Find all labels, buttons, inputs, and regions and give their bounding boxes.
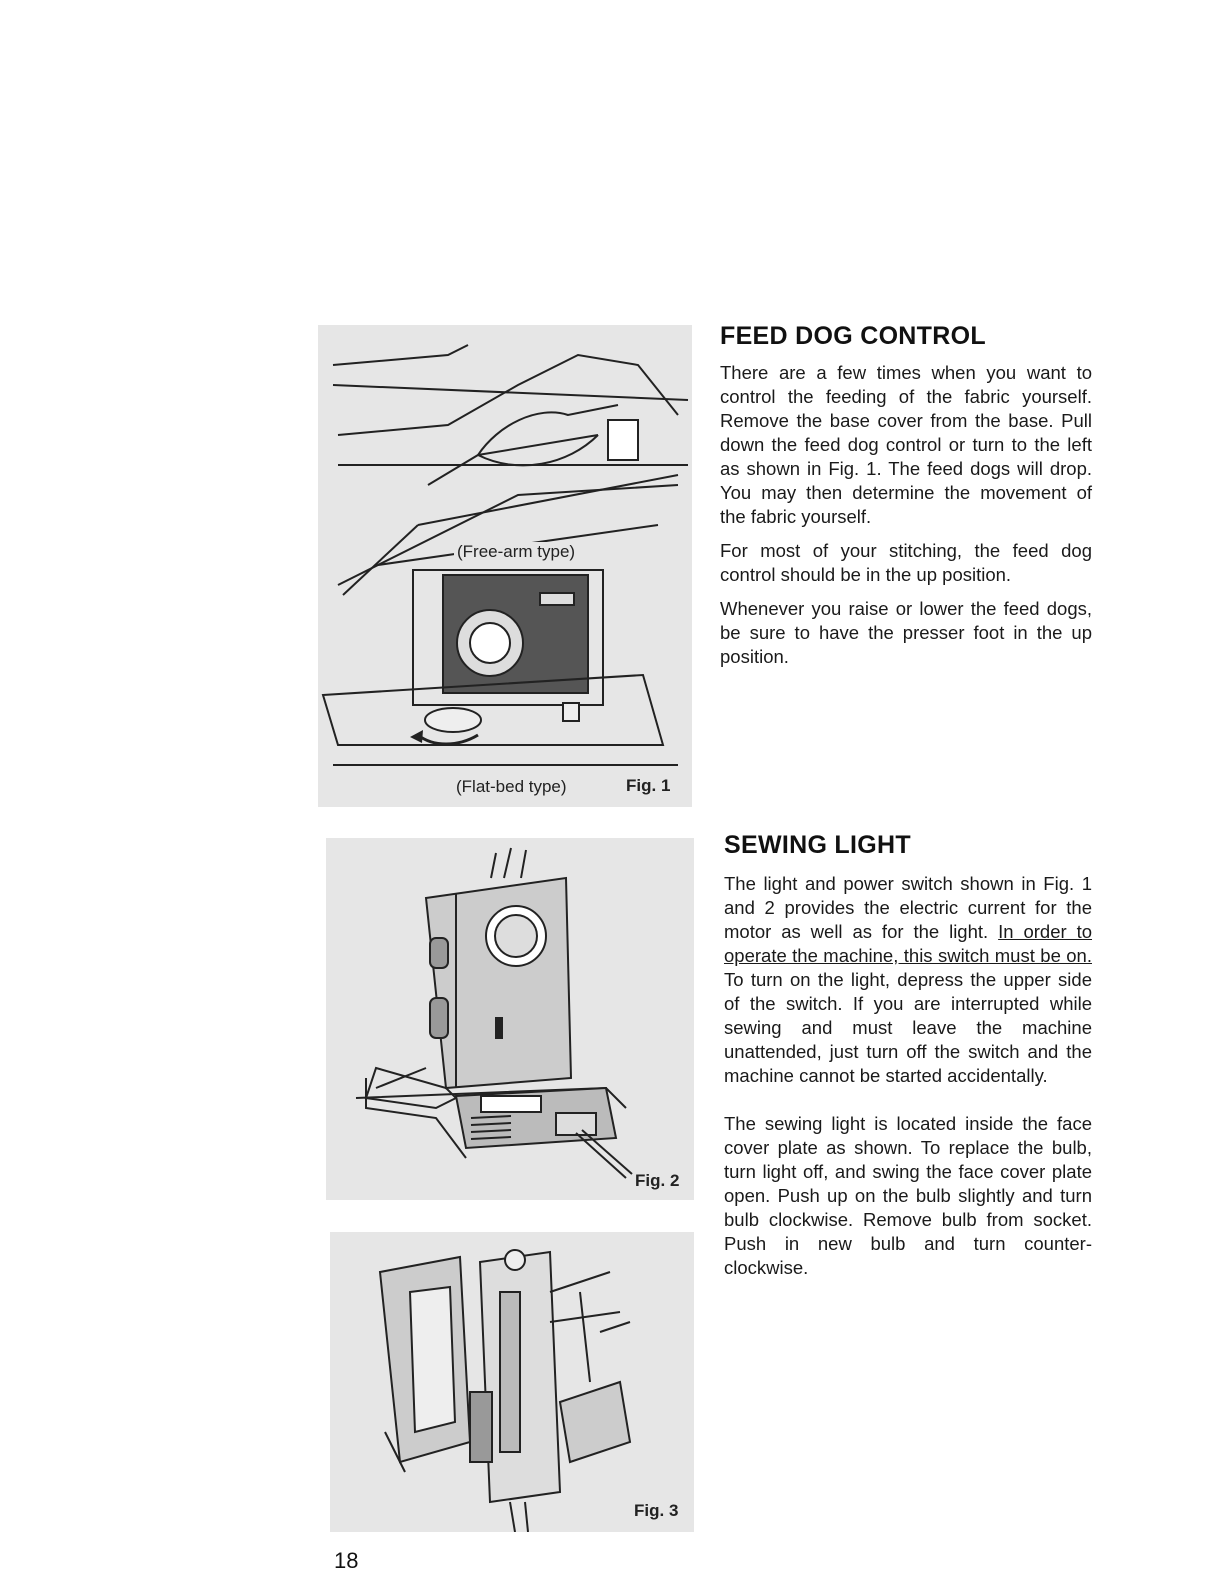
sewing-light-title: SEWING LIGHT <box>724 831 911 859</box>
fig3-label: Fig. 3 <box>634 1501 679 1520</box>
face-cover-illustration <box>330 1232 694 1532</box>
sewing-light-p1-start: The light and power switch shown in Fig. 1 and 2 provides the electric current for the motor as well as for the light. <box>724 873 1092 942</box>
feed-dog-paragraph-1: There are a few times when you want to control the feeding of the fabric yourself. Remove the base cover from the base. Pull down the feed dog control or turn to the left as shown in Fig. 1. The feed dogs will drop. You may then determine the movement of the fabric yourself. <box>720 362 1092 527</box>
sewing-light-paragraph-2: The sewing light is located inside the face cover plate as shown. To replace the bulb, turn light off, and swing the face cover plate open. Push up on the bulb slightly and turn bulb clockwise. Remove bulb from socket. Push in new bulb and turn counter-clockwise. <box>724 1113 1092 1278</box>
fig1-caption-flat-bed: (Flat-bed type) <box>456 777 567 796</box>
fig2-label: Fig. 2 <box>635 1171 680 1190</box>
feed-dog-paragraph-3: Whenever you raise or lower the feed dogs, be sure to have the presser foot in the up position. <box>720 598 1092 667</box>
fig1-caption-free-arm: (Free-arm type) <box>454 542 578 562</box>
figure-3 <box>330 1232 694 1532</box>
sewing-light-p1-end: To turn on the light, depress the upper side of the switch. If you are interrupted while sewing and must leave the machine unattended, just turn off the switch and the machine cannot be started accidentally. <box>724 969 1092 1086</box>
sewing-light-section <box>724 831 1092 1280</box>
figure-2 <box>326 838 694 1200</box>
feed-dog-paragraph-2: For most of your stitching, the feed dog control should be in the up position. <box>720 540 1092 585</box>
figure-1 <box>318 325 692 807</box>
page-number: 18 <box>334 1548 359 1573</box>
feed-dog-title: FEED DOG CONTROL <box>720 322 986 350</box>
sewing-light-warning: In order to operate the machine, this switch must be on. <box>724 921 1093 966</box>
feed-dog-section <box>720 322 1092 669</box>
sewing-machine-illustration <box>326 838 694 1200</box>
sewing-light-paragraph-1 <box>724 872 1092 1088</box>
fig1-label: Fig. 1 <box>626 776 671 795</box>
feed-dog-illustration <box>318 325 692 807</box>
